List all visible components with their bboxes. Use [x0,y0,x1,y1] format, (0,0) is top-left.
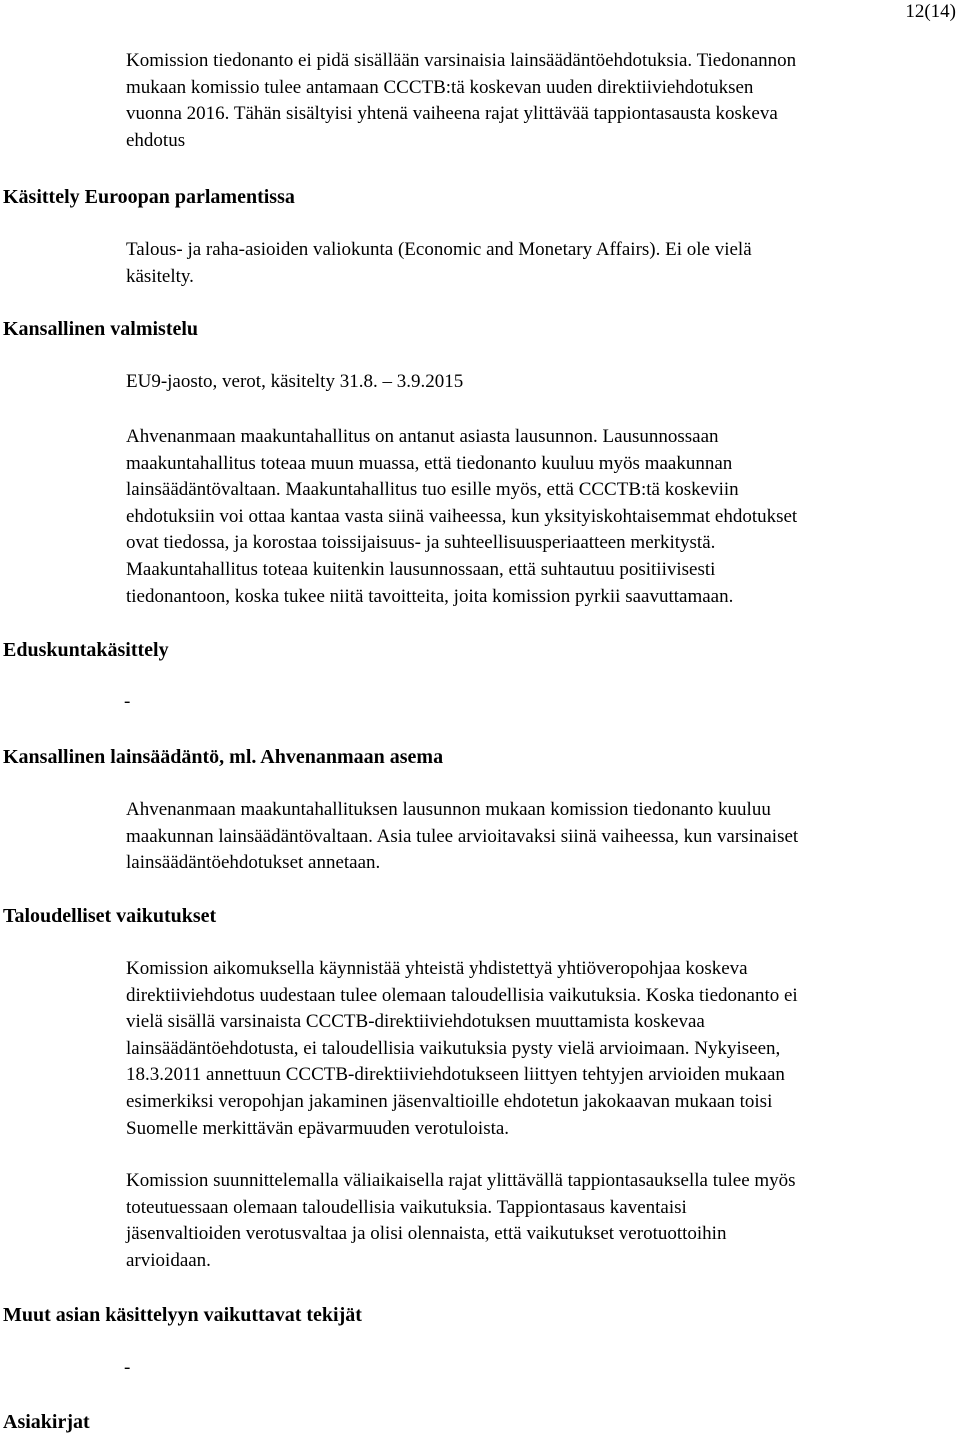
text-line: EU9-jaosto, verot, käsitelty 31.8. – 3.9.2015 [126,371,464,392]
parliament-dash: - [124,691,131,712]
national-law-paragraph [126,797,952,877]
ep-handling-paragraph [126,237,952,290]
text-line: lainsäädäntöehdotukset annetaan. [126,852,381,874]
national-prep-paragraph-2 [126,424,952,610]
text-line: Suomelle merkittävän epävarmuuden verotuloista. [126,1117,510,1139]
text-line: jäsenvaltioiden verotusvaltaa ja olisi olennaista, että vaikutukset verotuottoihin [126,1223,727,1245]
text-line: Ahvenanmaan maakuntahallituksen lausunnon mukaan komission tiedonanto kuuluu [126,799,771,820]
heading-documents: Asiakirjat [3,1411,90,1433]
text-line: käsitelty. [126,265,194,287]
text-line: vielä sisällä varsinaista CCCTB-direktiiviehdotuksen muuttamista koskevaa [126,1011,705,1033]
text-line: Komission aikomuksella käynnistää yhteistä yhdistettyä yhtiöveropohjaa koskeva [126,958,748,979]
text-line: mukaan komissio tulee antamaan CCCTB:tä koskevan uuden direktiiviehdotuksen [126,76,754,98]
heading-other-factors: Muut asian käsittelyyn vaikuttavat tekijät [3,1304,362,1326]
heading-national-prep: Kansallinen valmistelu [3,318,199,340]
text-line: arvioidaan. [126,1249,211,1271]
heading-economic-effects: Taloudelliset vaikutukset [3,905,217,927]
text-line: Komission tiedonanto ei pidä sisällään varsinaisia lainsäädäntöehdotuksia. Tiedonannon [126,50,797,71]
national-prep-paragraph-1 [126,369,952,396]
heading-parliament: Eduskuntakäsittely [3,639,169,661]
text-line: lainsäädäntövaltaan. Maakuntahallitus tuo esille myös, että CCCTB:tä koskeviin [126,479,739,501]
intro-paragraph [126,48,952,154]
text-line: toteutuessaan olemaan taloudellisia vaikutuksia. Tappiontasaus kaventaisi [126,1196,687,1218]
text-line: Ahvenanmaan maakuntahallitus on antanut asiasta lausunnon. Lausunnossaan [126,426,719,447]
text-line: lainsäädäntöehdotusta, ei taloudellisia vaikutuksia pysty vielä arvioimaan. Nykyiseen, [126,1037,781,1059]
text-line: vuonna 2016. Tähän sisältyisi yhtenä vaiheena rajat ylittävää tappiontasausta koskeva [126,103,778,125]
text-line: maakuntahallitus toteaa muun muassa, että tiedonanto kuuluu myös maakunnan [126,452,733,474]
heading-national-law: Kansallinen lainsäädäntö, ml. Ahvenanmaan asema [3,746,444,768]
text-line: Komission suunnittelemalla väliaikaisella rajat ylittävällä tappiontasauksella tulee myös [126,1170,796,1191]
heading-ep-handling: Käsittely Euroopan parlamentissa [3,186,295,208]
text-line: direktiiviehdotus uudestaan tulee olemaan taloudellisia vaikutuksia. Koska tiedonanto ei [126,984,798,1006]
other-factors-dash: - [124,1357,131,1378]
page-number: 12(14) [905,1,956,22]
economic-effects-paragraph-2 [126,1168,952,1274]
text-line: ehdotus [126,129,186,151]
text-line: ovat tiedossa, ja korostaa toissijaisuus- ja suhteellisuusperiaatteen merkitystä. [126,532,716,554]
text-line: ehdotuksiin voi ottaa kantaa vasta siinä vaiheessa, kun yksityiskohtaisemmat ehdotukset [126,505,798,527]
text-line: maakunnan lainsäädäntövaltaan. Asia tulee arvioitavaksi siinä vaiheessa, kun varsinaiset [126,825,799,847]
text-line: Talous- ja raha-asioiden valiokunta (Economic and Monetary Affairs). Ei ole vielä [126,239,752,260]
text-line: tiedonantoon, koska tukee niitä tavoitteita, joita komission pyrkii saavuttamaan. [126,585,734,607]
text-line: Maakuntahallitus toteaa kuitenkin lausunnossaan, että suhtautuu positiivisesti [126,558,716,580]
economic-effects-paragraph-1 [126,956,952,1142]
text-line: esimerkiksi veropohjan jakaminen jäsenvaltioille ehdotetun jakokaavan mukaan toisi [126,1090,773,1112]
text-line: 18.3.2011 annettuun CCCTB-direktiiviehdotukseen liittyen tehtyjen arvioiden mukaan [126,1064,785,1086]
